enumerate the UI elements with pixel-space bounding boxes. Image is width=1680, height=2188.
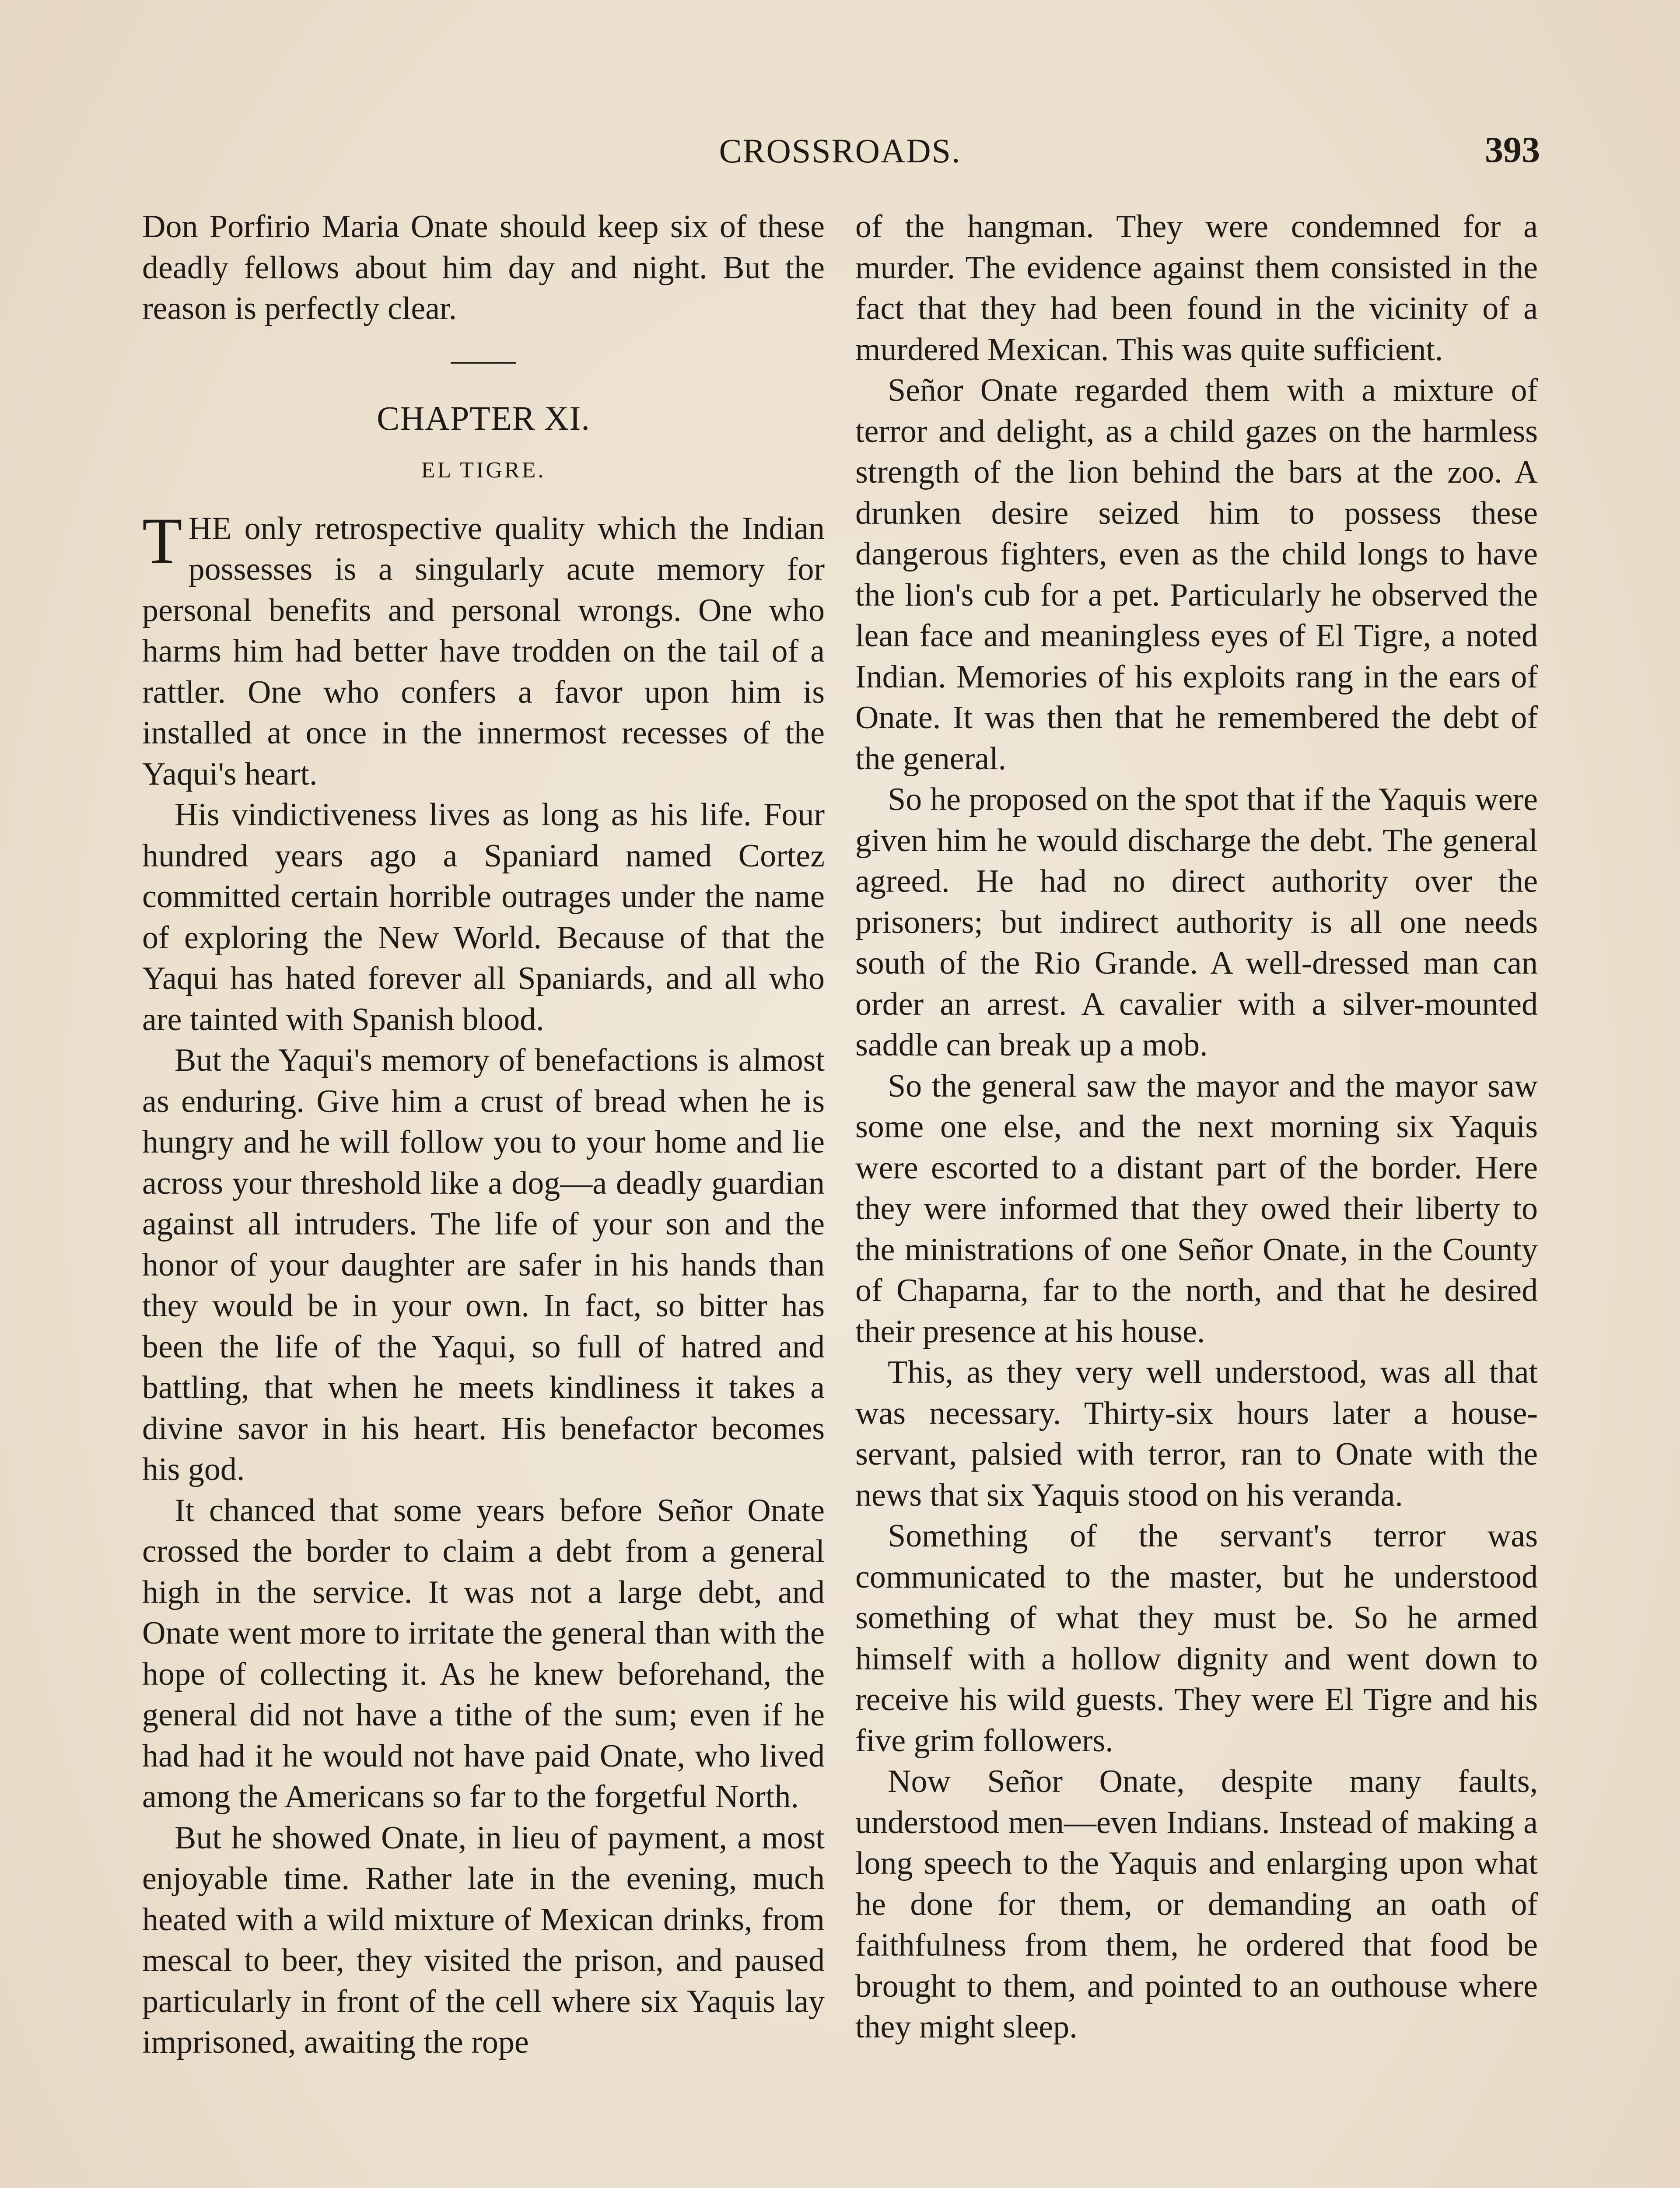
paragraph: So the general saw the mayor and the mayor saw some one else, and the next morning six Yaquis were escorted to a distant part of the border. Here they were informed that they owed their liberty to the ministrations of one Señor Onate, in the County of Chaparna, far to the north, and that he desired their presence at his house. xyxy=(855,1068,1538,1350)
continuation-paragraph: of the hangman. They were condemned for a murder. The evidence against them consisted in the fact that they had been found in the vicinity of a murdered Mexican. This was quite sufficient. xyxy=(855,209,1538,368)
paragraph: This, as they very well understood, was all that was necessary. Thirty-six hours later a house-servant, palsied with terror, ran to Onate with the news that six Yaquis stood on his veranda. xyxy=(855,1354,1538,1513)
left-column xyxy=(142,207,825,2063)
page-header xyxy=(140,131,1540,179)
chapter-title: CHAPTER XI. xyxy=(377,399,590,437)
paragraph xyxy=(142,504,825,795)
paragraph-text: HE only retrospective quality which the Indian possesses is a singularly acute memory for personal benefits and personal wrongs. One who harms him had better have trodden on the tail of a rattler. One who confers a favor upon him is installed at once in the innermost recesses of the Yaqui's heart. xyxy=(142,510,825,792)
section-divider xyxy=(451,362,516,364)
chapter-subtitle: EL TIGRE. xyxy=(421,458,546,483)
paragraph: His vindictiveness lives as long as his life. Four hundred years ago a Spaniard named Cortez committed certain horrible outrages under the name of exploring the New World. Because of that the Yaqui has hated forever all Spaniards, and all who are tainted with Spanish blood. xyxy=(142,797,825,1038)
drop-cap: T xyxy=(142,504,182,577)
paragraph: But the Yaqui's memory of benefactions is almost as enduring. Give him a crust of bread when he is hungry and he will follow you to your home and lie across your threshold like a dog—a deadly guardian against all intruders. The life of your son and the honor of your daughter are safer in his hands than they would be in your own. In fact, so bitter has been the life of the Yaqui, so full of hatred and battling, that when he meets kindliness it takes a divine savor in his heart. His benefactor becomes his god. xyxy=(142,1042,825,1487)
opening-paragraph: Don Porfirio Maria Onate should keep six of these deadly fellows about him day and night. But the reason is perfectly clear. xyxy=(142,209,825,326)
right-column xyxy=(855,207,1538,2048)
paragraph: Now Señor Onate, despite many faults, understood men—even Indians. Instead of making a long speech to the Yaquis and enlarging upon what he done for them, or demanding an oath of faithfulness from them, he ordered that food be brought to them, and pointed to an outhouse where they might sleep. xyxy=(855,1764,1538,2045)
paragraph: Señor Onate regarded them with a mixture of terror and delight, as a child gazes on the harmless strength of the lion behind the bars at the zoo. A drunken desire seized him to possess these dangerous fighters, even as the child longs to have the lion's cub for a pet. Particularly he observed the lean face and meaningless eyes of El Tigre, a noted Indian. Memories of his exploits rang in the ears of Onate. It was then that he remembered the debt of the general. xyxy=(855,372,1538,777)
paragraph: Something of the servant's terror was communicated to the master, but he understood something of what they must be. So he armed himself with a hollow dignity and went down to receive his wild guests. They were El Tigre and his five grim followers. xyxy=(855,1518,1538,1759)
page-number: 393 xyxy=(1485,130,1540,170)
running-head: CROSSROADS. xyxy=(719,132,961,170)
paragraph: So he proposed on the spot that if the Yaquis were given him he would discharge the debt. The general agreed. He had no direct authority over the prisoners; but indirect authority is all one needs south of the Rio Grande. A well-dressed man can order an arrest. A cavalier with a silver-mounted saddle can break up a mob. xyxy=(855,782,1538,1063)
paragraph: It chanced that some years before Señor Onate crossed the border to claim a debt from a general high in the service. It was not a large debt, and Onate went more to irritate the general than with the hope of collecting it. As he knew beforehand, the general did not have a tithe of the sum; even if he had had it he would not have paid Onate, who lived among the Americans so far to the forgetful North. xyxy=(142,1492,825,1815)
paragraph: But he showed Onate, in lieu of payment, a most enjoyable time. Rather late in the evening, much heated with a wild mixture of Mexican drinks, from mescal to beer, they visited the prison, and paused particularly in front of the cell where six Yaquis lay imprisoned, awaiting the rope xyxy=(142,1820,825,2060)
